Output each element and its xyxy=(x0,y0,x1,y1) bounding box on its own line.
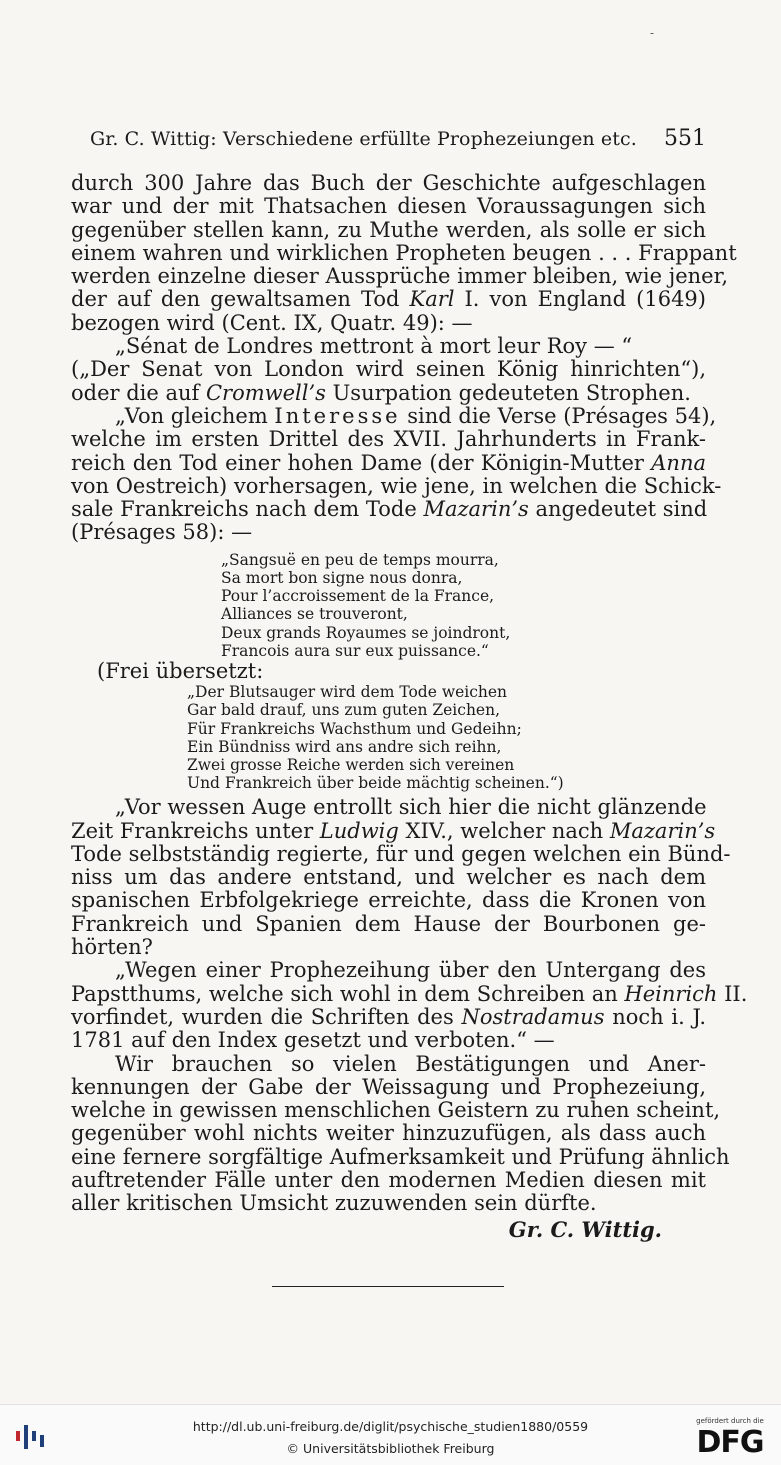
text-line: vorfindet, wurden die Schriften des Nostradamus noch i. J. xyxy=(71,1004,706,1029)
end-rule xyxy=(272,1286,504,1287)
text-line: welche im ersten Drittel des XVII. Jahrhunderts in Frank- xyxy=(71,427,706,452)
text-line: sale Frankreichs nach dem Tode Mazarin’s angedeutet sind xyxy=(71,497,708,522)
dfg-tagline: gefördert durch die xyxy=(696,1417,764,1425)
name-cromwell: Cromwell’s xyxy=(205,380,326,405)
text-line: „Von gleichem Interesse sind die Verse (Présages 54), xyxy=(115,403,717,428)
text-line: Frankreich und Spanien dem Hause der Bourbonen ge- xyxy=(71,911,706,936)
name-karl: Karl xyxy=(409,287,455,312)
text-line: gegenüber wohl nichts weiter hinzuzufügen, als dass auch xyxy=(71,1121,706,1146)
text-line: durch 300 Jahre das Buch der Geschichte aufgeschlagen xyxy=(71,171,706,195)
poem-line: Pour l’accroissement de la France, xyxy=(221,587,495,606)
signature: Gr. C. Wittig. xyxy=(508,1216,662,1242)
name-heinrich: Heinrich xyxy=(624,981,718,1006)
text-line: (Présages 58): — xyxy=(71,520,253,545)
text-line: („Der Senat von London wird seinen König hinrichten“), xyxy=(71,357,706,382)
copyright-notice: © Universitätsbibliothek Freiburg xyxy=(286,1441,495,1456)
text-line: hörten? xyxy=(71,935,153,960)
body-text xyxy=(71,171,748,1244)
text-line: Papstthums, welche sich wohl in dem Schreiben an Heinrich II. xyxy=(71,981,748,1006)
poem-line: Ein Bündniss wird ans andre sich reihn, xyxy=(187,737,502,756)
text-line: von Oestreich) vorhersagen, wie jene, in welchen die Schick- xyxy=(71,473,722,498)
running-header xyxy=(90,126,706,156)
text-line: Wir brauchen so vielen Bestätigungen und Aner- xyxy=(115,1051,706,1076)
text-line: „Vor wessen Auge entrollt sich hier die nicht glänzende xyxy=(115,795,707,820)
dfg-wordmark: DFG xyxy=(696,1425,764,1460)
text-line: kennungen der Gabe der Weissagung und Prophezeiung, xyxy=(71,1074,706,1099)
viewer-footer xyxy=(0,1404,781,1465)
text-line: 1781 auf den Index gesetzt und verboten.“ — xyxy=(71,1028,555,1053)
text-line: reich den Tod einer hohen Dame (der Königin-Mutter Anna xyxy=(71,450,706,475)
poem-line: Für Frankreichs Wachsthum und Gedeihn; xyxy=(187,719,522,738)
name-mazarin: Mazarin’s xyxy=(423,497,529,522)
quote-line: „Sénat de Londres mettront à mort leur Roy — “ xyxy=(115,334,633,359)
poem-line: Gar bald drauf, uns zum guten Zeichen, xyxy=(187,701,501,720)
text-line: niss um das andere entstand, und welcher es nach dem xyxy=(71,865,706,890)
poem-line: „Sangsuë en peu de temps mourra, xyxy=(221,550,499,569)
stray-mark: - xyxy=(650,26,655,40)
permalink-url[interactable]: http://dl.ub.uni-freiburg.de/diglit/psychische_studien1880/0559 xyxy=(192,1419,589,1434)
name-nostradamus: Nostradamus xyxy=(461,1004,605,1029)
text-line: oder die auf Cromwell’s Usurpation gedeuteten Strophen. xyxy=(71,380,691,405)
text-line: welche in gewissen menschlichen Geistern zu ruhen scheint, xyxy=(71,1098,721,1123)
text-line: war und der mit Thatsachen diesen Voraussagungen sich xyxy=(71,194,706,219)
text-line: werden einzelne dieser Aussprüche immer bleiben, wie jener, xyxy=(71,264,728,289)
text-line: bezogen wird (Cent. IX, Quatr. 49): — xyxy=(71,310,473,335)
poem-line: Deux grands Royaumes se joindront, xyxy=(221,623,511,642)
text-line: gegenüber stellen kann, zu Muthe werden, als solle er sich xyxy=(71,217,706,242)
poem-line: „Der Blutsauger wird dem Tode weichen xyxy=(187,683,508,702)
spaced-word: Interesse xyxy=(274,403,401,428)
poem-german xyxy=(71,683,706,792)
poem-french xyxy=(71,551,706,660)
text-line: Tode selbstständig regierte, für und gegen welchen ein Bünd- xyxy=(71,841,731,866)
name-mazarin: Mazarin’s xyxy=(609,818,716,843)
text-line: Zeit Frankreichs unter Ludwig XIV., welcher nach Mazarin’s xyxy=(71,818,716,843)
text-line: „Wegen einer Prophezeihung über den Untergang des xyxy=(115,958,706,983)
poem-line: Francois aura sur eux puissance.“ xyxy=(221,641,489,660)
name-anna: Anna xyxy=(651,450,706,475)
text-line: aller kritischen Umsicht zuzuwenden sein dürfte. xyxy=(71,1191,597,1216)
text-line: einem wahren und wirklichen Propheten beugen . . . Frappant xyxy=(71,240,737,265)
text-line: (Frei übersetzt: xyxy=(97,658,264,683)
text-line: spanischen Erbfolgekriege erreichte, dass die Kronen von xyxy=(71,888,706,913)
poem-line: Zwei grosse Reiche werden sich vereinen xyxy=(187,755,515,774)
text-line: auftretender Fälle unter den modernen Medien diesen mit xyxy=(71,1168,706,1193)
text-line: der auf den gewaltsamen Tod Karl I. von England (1649) xyxy=(71,287,706,312)
poem-line: Sa mort bon signe nous donra, xyxy=(221,568,463,587)
poem-line: Und Frankreich über beide mächtig scheinen.“) xyxy=(187,774,564,793)
name-ludwig: Ludwig xyxy=(319,818,399,843)
dfg-logo-icon xyxy=(690,1417,770,1461)
page-number: 551 xyxy=(664,126,706,151)
header-title: Gr. C. Wittig: Verschiedene erfüllte Prophezeiungen etc. xyxy=(90,128,637,150)
text-line: eine fernere sorgfältige Aufmerksamkeit und Prüfung ähnlich xyxy=(71,1144,730,1169)
poem-line: Alliances se trouveront, xyxy=(221,605,408,624)
